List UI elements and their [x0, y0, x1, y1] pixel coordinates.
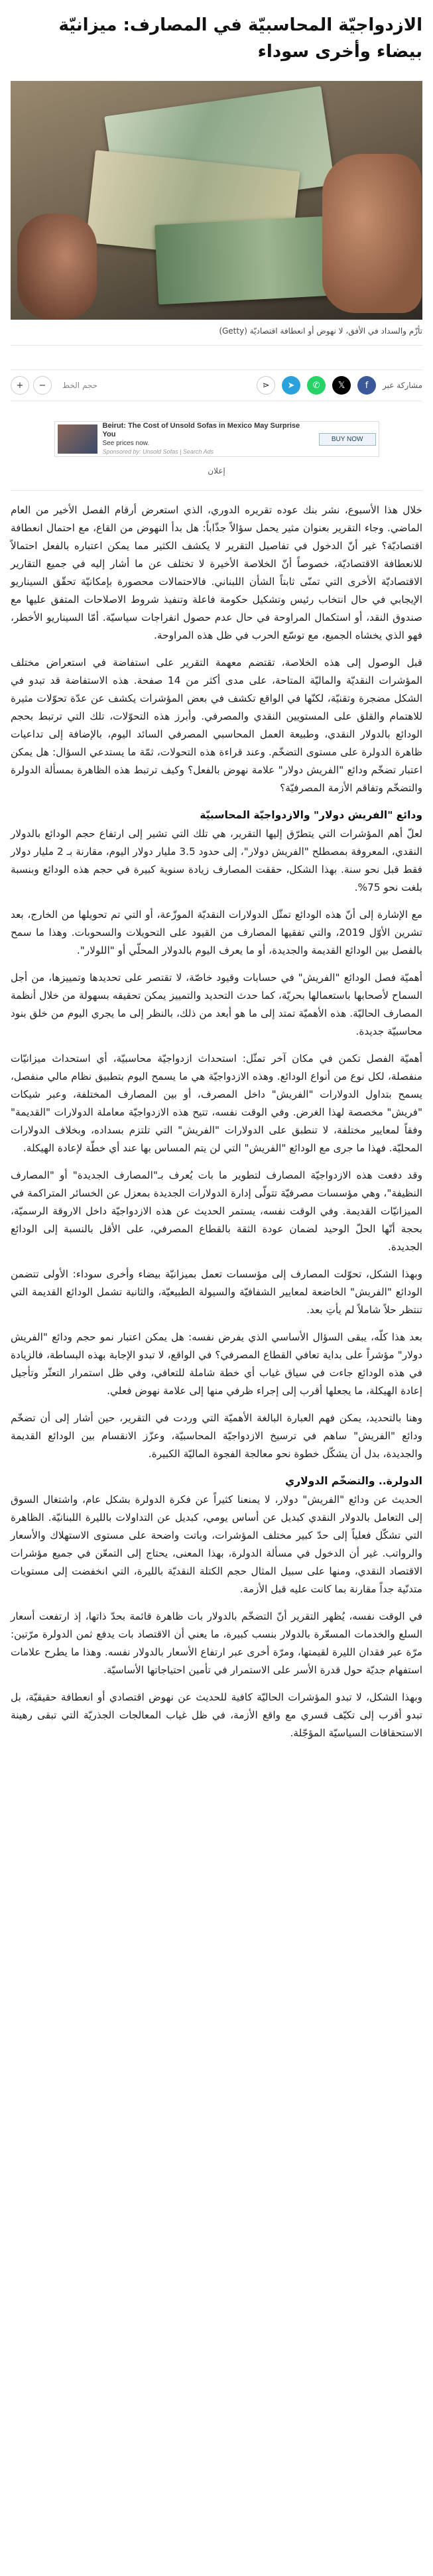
section-heading: الدولرة.. والتضخّم الدولاري — [285, 1475, 422, 1487]
paragraph: لعلّ أهم المؤشرات التي يتطرّق إليها التقرير، هي تلك التي تشير إلى ارتفاع حجم الودائع بالدولار النقدي، المعروفة بمصطلح "الفريش دولار"، إلى حدود 3.5 مليار دولار اليوم، مقارنة بـ 2 مليار دولار فقط قبل نحو سنة. بهذا الشكل، حققت المصارف زيادة سنوية كبيرة في حجم هذه الودائع وبنسبة بلغت نحو 75%. — [11, 828, 422, 893]
paragraph: أهميّة فصل الودائع "الفريش" في حسابات وقيود خاصّة، لا تقتصر على تحديدها وتمييزها، من أجل السماح لأصحابها باستعمالها بحريّة، كما حدث التحديد والتمييز يمكن تحقيقه بسهولة من خلال أنظمة المصارف الحاليّة. هذه الأهميّة تمتد إلى ما هو أبعد من ذلك، بالنظر إلى ما يجري اليوم من خلق بنود محاسبيّة جديدة. — [11, 972, 422, 1037]
paragraph: بعد هذا كلّه، يبقى السؤال الأساسي الذي يفرض نفسه: هل يمكن اعتبار نمو حجم ودائع "الفريش دولار" مؤشراً على بداية تعافي القطاع المصرفي؟ في الواقع، لا تبدو الإجابة بهذه البساطة، فالزيادة في هذه الودائع جاءت في سياق غياب أي خطة شاملة للتعافي، وفي ظل استمرار التعثّر وتأجيل إعادة الهيكلة، ما يجعلها أقرب إلى إجراء ظرفي منها إلى علامة نهوض فعلي. — [11, 1331, 422, 1397]
telegram-icon[interactable]: ➤ — [282, 376, 300, 395]
article-toolbar — [11, 369, 422, 401]
share-label: مشاركة عبر — [383, 381, 422, 390]
ad-sponsor: Sponsored by: Unsold Sofas | Search Ads — [102, 448, 214, 455]
x-icon[interactable]: 𝕏 — [332, 376, 351, 395]
paragraph: وبهذا الشكل، لا تبدو المؤشرات الحاليّة كافية للحديث عن نهوض اقتصادي أو انعطافة حقيقيّة، بل تبدو أقرب إلى تكيّف قسري مع واقع الأزمة، في ظل غياب المعالجات الجذريّة التي تبقى رهينة الاستحقاقات السياسيّة المؤجّلة. — [11, 1691, 422, 1739]
ad-headline[interactable]: Beirut: The Cost of Unsold Sofas in Mexico May Surprise You — [102, 422, 300, 438]
section-heading: ودائع "الفريش دولار" والازدواجيّة المحاسبيّة — [200, 809, 422, 821]
paragraph: قبل الوصول إلى هذه الخلاصة، تقتضم معهمة التقرير على استفاضة في استعراض مختلف المؤشرات النقديّة والماليّة المتاحة، على مدى أكثر من 14 صفحة. هذه الاستفاضة قد تبدو في الشكل مضجرة وتقنيّة، لكنّها في الواقع تكشف في بعض المؤشرات يكشف عن عدّة تحوّلات مثيرة للاهتمام والقلق على المستويين النقدي والمصرفي. وأبرز هذه التحوّلات، تلك التي ترتبط بحجم الودائع بالدولار النقدي، وطبيعة العمل المحاسبي المصرفي السائد اليوم، بالإضافة إلى تداعيات ظاهرة الدولرة على مستوى التضخّم. وعند قراءة هذه التحولات، ثمّة ما يستدعي السؤال: هل يمكن اعتبار تضخّم ودائع "الفريش دولار" علامة نهوض بالفعل؟ وكيف ترتبط هذه الظاهرة بمسألة الدولرة والتضخّم وتفاقم الأزمة المصرفيّة؟ — [11, 657, 423, 794]
hand — [17, 214, 97, 320]
paragraph: خلال هذا الأسبوع، نشر بنك عوده تقريره الدوري، الذي استعرض أرقام الفصل الأخير من العام الماضي. وجاء التقرير بعنوان مثير يحمل سؤالاً جذّاباً: هل بدأ النهوض من القاع، مع احتمال انعطافة اقتصاديّة؟ غير أنّ الدخول في تفاصيل التقرير لا يكشف الكثير مما يمكن اعتباره بالفعل احتمالاً للانعطافة الاقتصاديّة، خصوصاً أنّ الخلاصة الأخيرة لا تختلف عن ما أشار إليه في جميع التقارير الاقتصاديّة الأخرى التي تمنّى ثابتاً الشأن اللبناني. فالاحتمالات محصورة بإمكانيّة تحقّق السيناريو الإيجابي في حال انتخاب رئيس وتشكيل حكومة فاعلة وتنفيذ شروط الاصلاحات المتفق عليها مع صندوق النقد، أو استكمال المراوحة في حال عدم حصول انفراجات سياسيّة. أمّا السيناريو الأخطر، فهو الذي يخشاه الجميع، مع توسّع الحرب في ظل هذه المراوحة. — [11, 504, 422, 641]
ad-label: إعلان — [11, 457, 422, 491]
whatsapp-icon[interactable]: ✆ — [307, 376, 326, 395]
font-size-label: حجم الخط — [62, 381, 98, 390]
article-body — [11, 491, 422, 1742]
minus-circle-icon[interactable]: − — [33, 376, 52, 395]
paragraph: أهميّة الفصل تكمن في مكان آخر تمثّل: استحداث ازدواجيّة محاسبيّة، أي استحداث ميزانيّات منفصلة، لكل نوع من أنواع الودائع. وهذه الازدواجيّة هي ما يسمح اليوم بتطبيق نظام مالي منفصل، يسمح بتداول الدولارات "الفريش" داخل المصرف، أو بين المصارف المختلفة، وعبر شيكات "فريش" مخصصة لهذا الغرض. وفي الوقت نفسه، تتيح هذه الازدواجيّة معاملة الدولارات "القديمة" وفقاً لمعايير مختلفة، لا تنطبق على الدولارات "الفريش" التي تلتزم بسداده، وبخلاف الدولارات المحليّة. فهذا ما جرى مع الودائع "الفريش" التي لن يتم المساس بها عند أي خطّة لإعادة الهيكلة. — [11, 1053, 422, 1154]
article-hero-image — [11, 81, 422, 320]
plus-circle-icon[interactable]: + — [11, 376, 29, 395]
share-bar — [257, 376, 422, 395]
paragraph: الحديث عن ودائع "الفريش" دولار، لا يمنعنا كثيراً عن فكرة الدولرة بشكل عام، واشتغال السوق إلى التعامل بالدولار النقدي كبديل عن أساس يومي، كبديل عن التداولات بالليرة اللبنانيّة. الظاهرة التي تشكّل فعلياً إلى حدّ كبير مختلف المؤشرات، وباتت واضحة على مستوى الاستهلاك والأسعار والرواتب. غير أن الدخول في مسألة الدولرة، بهذا المعنى، يحتاج إلى التمعّن في جميع مؤشرات الاقتصاد النقدي، ومنها على سبيل المثال حجم الكتلة النقديّة بالليرة، التي انخفضت إلى مستويات متدنّية جداً مقارنة بما كانت عليه قبل الأزمة. — [11, 1494, 422, 1595]
hand — [322, 154, 422, 313]
article-title: الازدواجيّة المحاسبيّة في المصارف: ميزانيّة بيضاء وأخرى سوداء — [58, 15, 422, 62]
paragraph: وهنا بالتحديد، يمكن فهم العبارة البالغة الأهميّة التي وردت في التقرير، حين أشار إلى أن تضخّم ودائع "الفريش" ساهم في ترسيخ الازدواجيّة المحاسبيّة، وعزّز الانقسام بين الودائع القديمة والجديدة، بدل أن يشكّل خطوة نحو معالجة الفجوة الماليّة الكبيرة. — [11, 1412, 422, 1460]
paragraph: وبهذا الشكل، تحوّلت المصارف إلى مؤسسات تعمل بميزانيّة بيضاء وأخرى سوداء: الأولى تتضمن الودائع "الفريش" الخاضعة لمعايير الشفافيّة والسيولة الطبيعيّة، والثانية تشمل الودائع القديمة التي تنتظر حلاً شاملاً لم يأتِ بعد. — [11, 1268, 422, 1316]
paragraph: في الوقت نفسه، يُظهر التقرير أنّ التضخّم بالدولار بات ظاهرة قائمة بحدّ ذاتها، إذ ارتفعت أسعار السلع والخدمات المسعّرة بالدولار بنسب كبيرة، ما يعني أن الاقتصاد بات يدفع ثمن الدولرة مرّتين: مرّة عبر فقدان الليرة لقيمتها، ومرّة أخرى عبر ارتفاع الأسعار بالدولار نفسه. وهذا ما يطرح علامات استفهام جديّة حول قدرة الأسر على الاستمرار في تأمين احتياجاتها الأساسيّة. — [11, 1610, 422, 1676]
paragraph: مع الإشارة إلى أنّ هذه الودائع تمثّل الدولارات النقديّة الموزّعة، أو التي تم تحويلها من الخارج، بعد تشرين الأوّل 2019، والتي تفقيها المصارف من القيود على التحويلات والسحوبات. وهذا ما سمح بالفصل بين الودائع القديمة والجديدة، أو ما يعرف اليوم بالدولار المحلّي أو "اللولار". — [11, 909, 422, 956]
facebook-icon[interactable]: f — [357, 376, 376, 395]
paragraph: وقد دفعت هذه الازدواجيّة المصارف لتطوير ما بات يُعرف بـ"المصارف الجديدة" أو "المصارف النظيفة"، وهي مؤسسات مصرفيّة تتولّى إدارة الدولارات الجديدة بمعزل عن الخسائر المتراكمة في الميزانيّات القديمة. وفي الوقت نفسه، يستمر الحديث عن هذه الازدواجيّة داخل الاروقة الرسميّة، بحجة أنّها الحلّ الوحيد لضمان عودة الثقة بالقطاع المصرفي، على الأقل بالنسبة إلى الودائع الجديدة. — [11, 1169, 422, 1253]
image-caption: تأزّم والسداد في الأفق، لا نهوض أو انعطافة اقتصاديّة (Getty) — [11, 320, 422, 346]
font-size-control — [11, 376, 97, 395]
ad-text — [103, 422, 314, 456]
sponsored-ad[interactable] — [54, 421, 379, 457]
ad-subline: See prices now. — [102, 440, 150, 447]
ad-thumbnail — [58, 424, 97, 454]
share-icon[interactable]: ⋖ — [257, 376, 275, 395]
ad-buy-button[interactable]: BUY NOW — [319, 433, 376, 446]
banknote — [155, 216, 344, 304]
